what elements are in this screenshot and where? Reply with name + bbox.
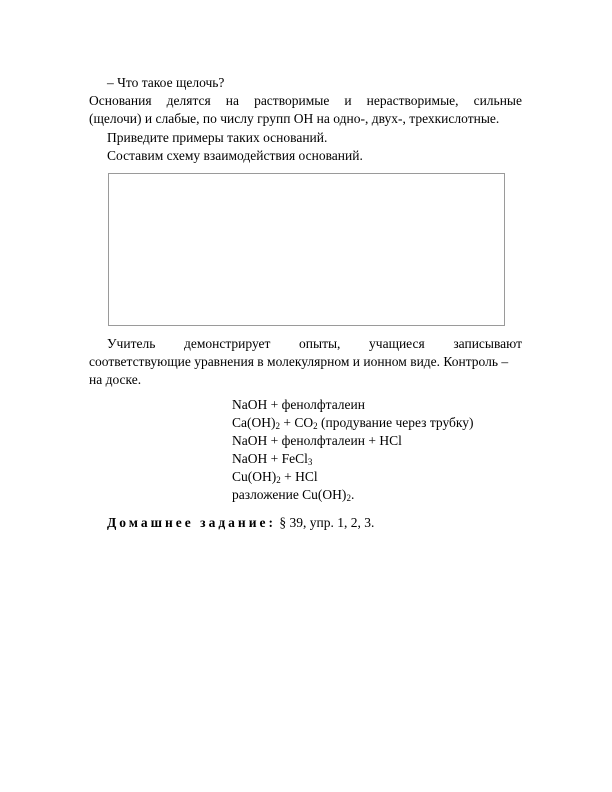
formula-text: (продувание через трубку) [317, 415, 474, 430]
experiment-3: NaOH + фенолфталеин + HCl [232, 433, 402, 448]
formula-text: . [350, 487, 355, 502]
word: Основания [89, 93, 152, 108]
paragraph2-line3: на доске. [89, 372, 142, 387]
word: Учитель [107, 336, 156, 351]
word: нерастворимые, [366, 93, 459, 108]
subscript: 2 [276, 475, 281, 485]
experiment-6 [232, 487, 354, 503]
word: на [225, 93, 239, 108]
word: и [344, 93, 352, 108]
formula-text: NaOH + FeCl [232, 451, 308, 466]
paragraph2-line1 [89, 336, 522, 352]
paragraph2-line2: соответствующие уравнения в молекулярном и ионном виде. Контроль – [89, 354, 509, 369]
formula-text: Ca(OH) [232, 415, 276, 430]
paragraph1-line1 [89, 93, 522, 109]
homework-line [107, 515, 374, 531]
experiment-2 [232, 415, 474, 431]
word: записывают [453, 336, 522, 351]
word: сильные [473, 93, 522, 108]
experiment-1: NaOH + фенолфталеин [232, 397, 365, 412]
word: растворимые [254, 93, 330, 108]
compose-scheme-line: Составим схему взаимодействия оснований. [107, 148, 363, 163]
word: демонстрирует [183, 336, 271, 351]
scheme-box [108, 173, 505, 326]
word: учащиеся [369, 336, 425, 351]
experiment-5 [232, 469, 318, 485]
formula-text: разложение Cu(OH) [232, 487, 347, 502]
subscript: 3 [307, 457, 313, 467]
homework-text: § 39, упр. 1, 2, 3. [275, 515, 375, 530]
paragraph1-line2: (щелочи) и слабые, по числу групп ОН на одно-, двух-, трехкислотные. [89, 111, 500, 126]
experiment-4 [232, 451, 312, 467]
subscript: 2 [346, 493, 351, 503]
give-examples-line: Приведите примеры таких оснований. [107, 130, 328, 145]
homework-label: Домашнее задание: [107, 515, 276, 530]
subscript: 2 [275, 421, 280, 431]
formula-text: + HCl [280, 469, 318, 484]
subscript: 2 [313, 421, 318, 431]
formula-text: + CO [280, 415, 314, 430]
formula-text: Cu(OH) [232, 469, 277, 484]
question-line: – Что такое щелочь? [107, 75, 225, 90]
word: делятся [166, 93, 211, 108]
word: опыты, [299, 336, 341, 351]
